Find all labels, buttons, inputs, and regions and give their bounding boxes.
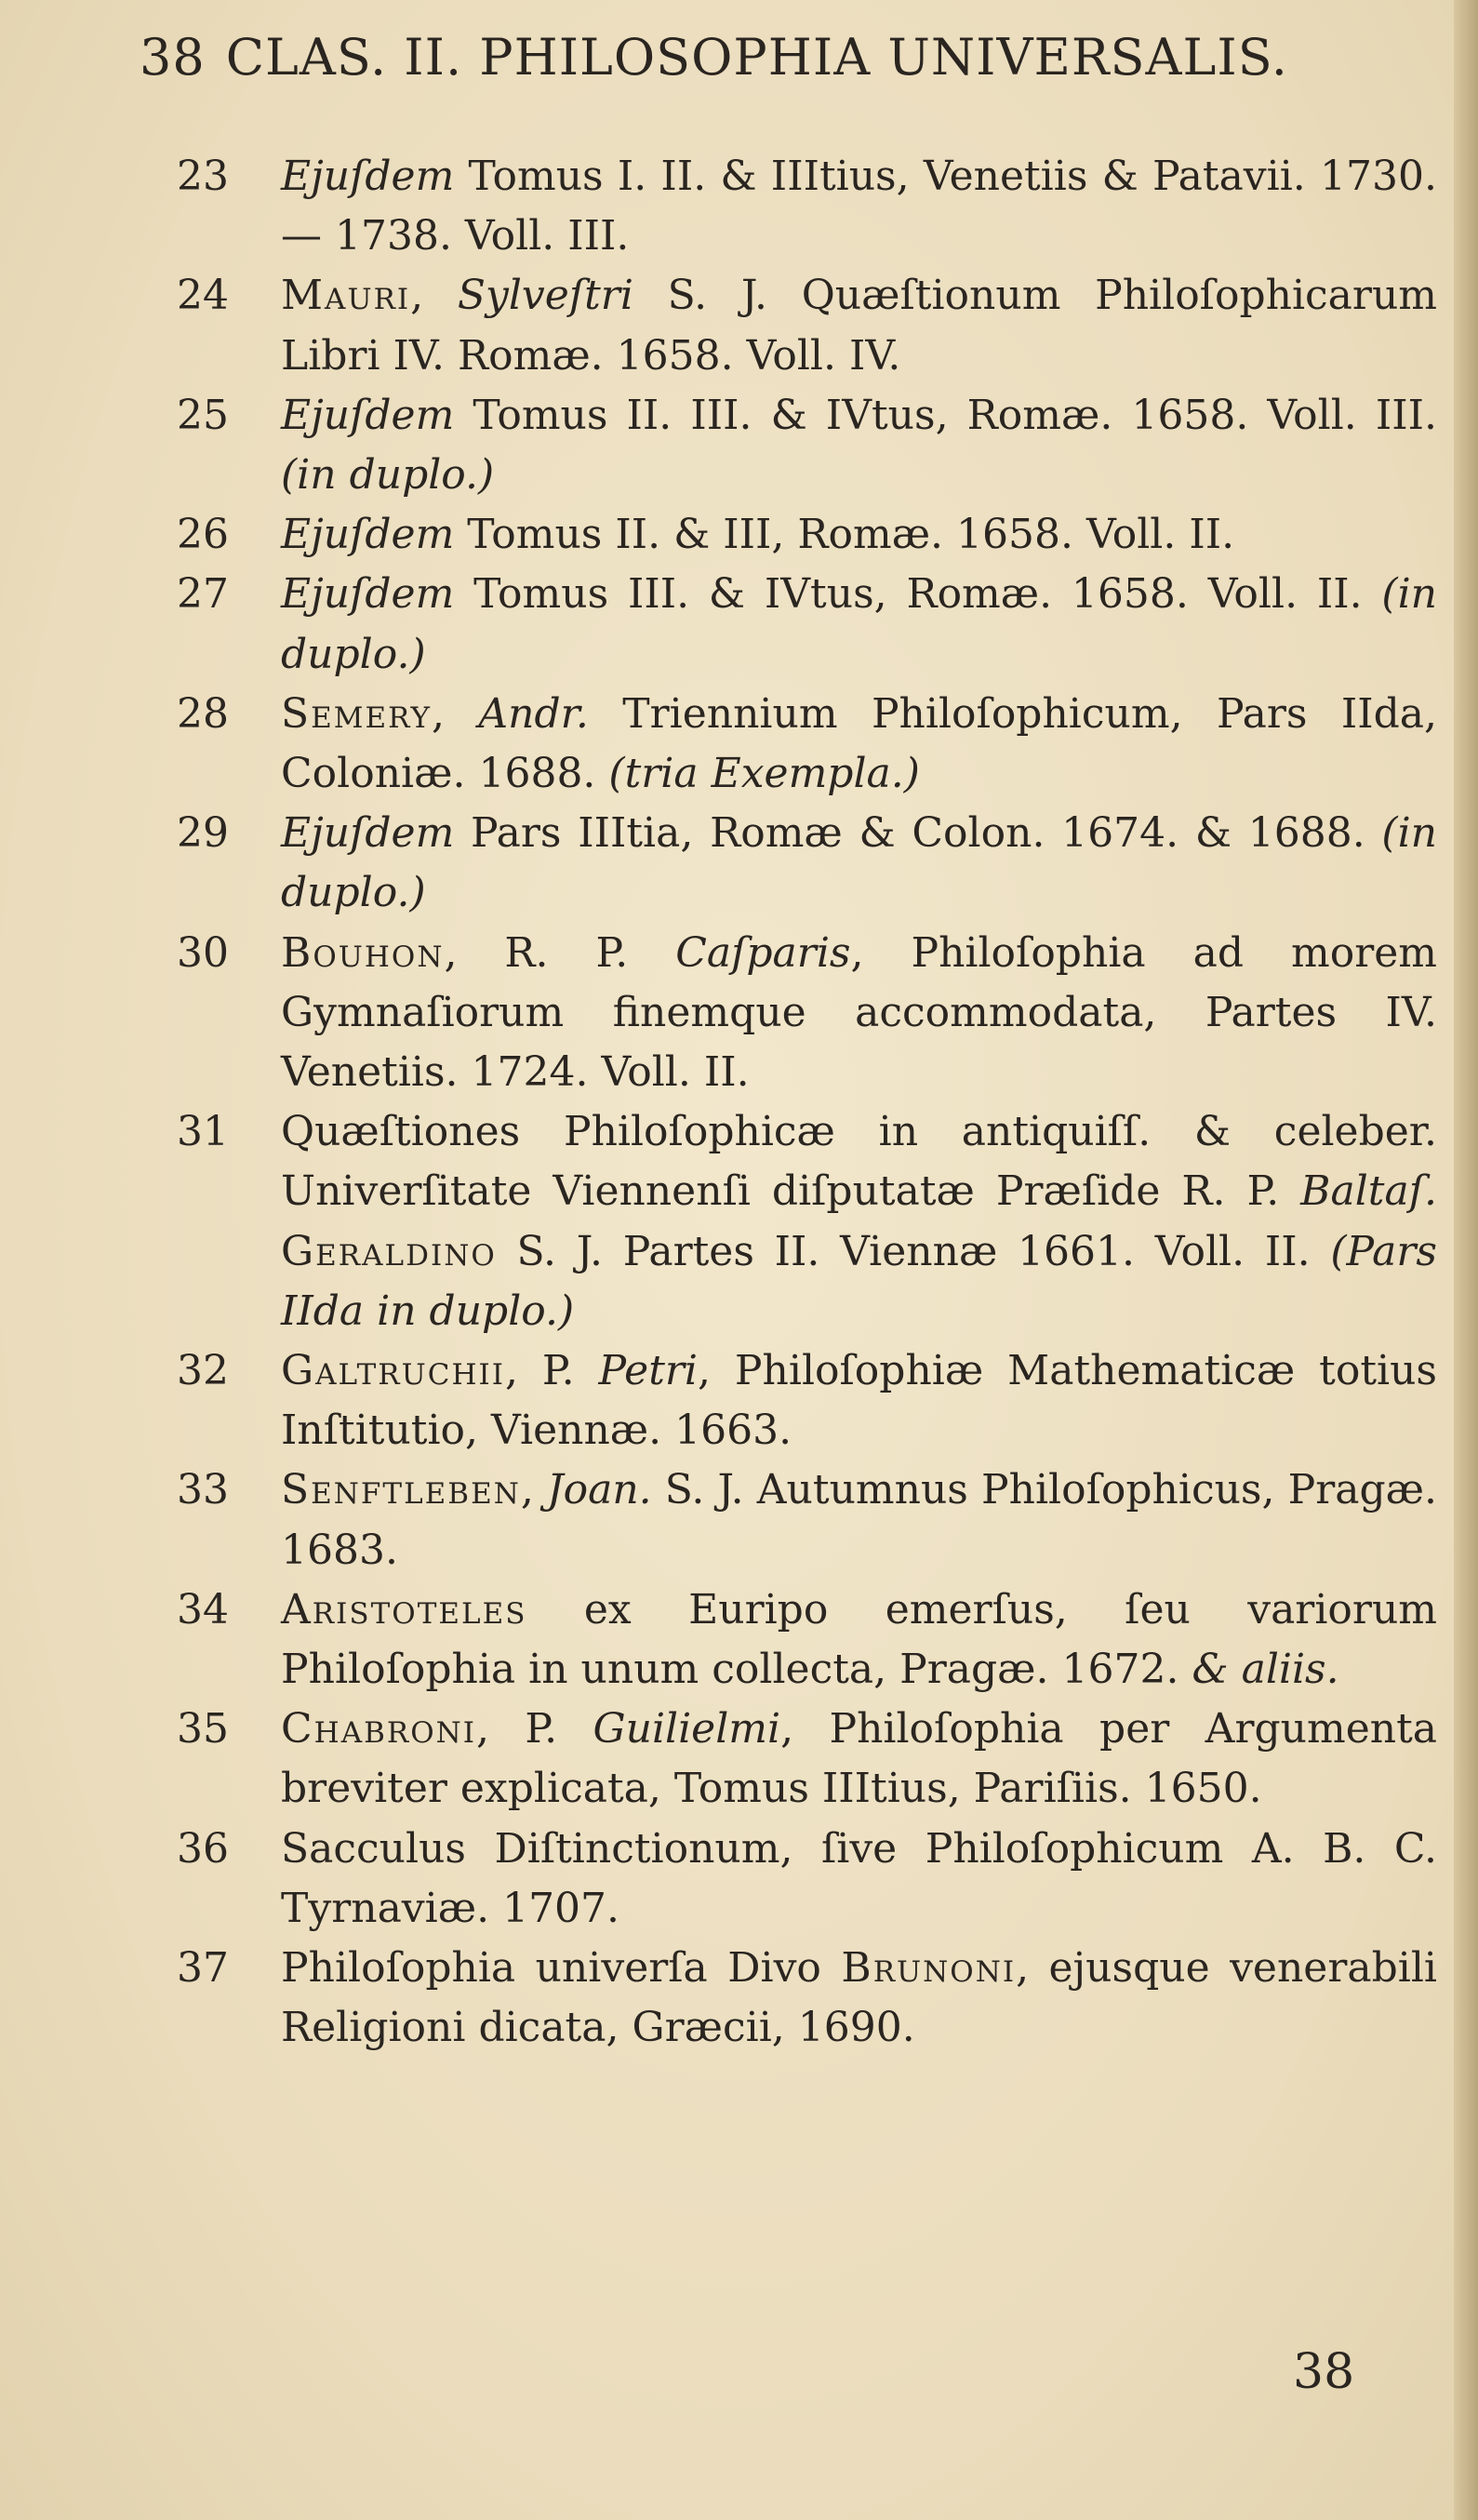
italic-text: (in duplo.) — [281, 451, 495, 500]
entry-number: 36 — [177, 1824, 229, 1873]
text-run: Tomus II. & III, Romæ. 1658. Voll. II. — [454, 511, 1235, 559]
text-run: , P. — [476, 1705, 593, 1753]
text-run: S. J. Quæſtionum Philoſophicarum Libri IV. Romæ. 1658. Voll. IV. — [281, 272, 1437, 380]
text-run: , Philoſophiæ Mathematicæ totius Inſtitutio, Viennæ. 1663. — [281, 1347, 1437, 1455]
entry-text — [281, 505, 1437, 565]
entry-number: 32 — [177, 1347, 229, 1395]
author-name: Semery — [281, 689, 432, 738]
entry-text — [281, 1102, 1437, 1341]
catalog-entries — [177, 147, 1437, 2059]
entry-number: 24 — [177, 272, 229, 320]
catalog-entry — [177, 386, 1437, 505]
text-run: , — [410, 272, 458, 320]
italic-text: Ejuſdem — [281, 570, 455, 619]
text-run: , Philoſophia ad morem Gymnaſiorum finemque accommodata, Partes IV. Venetiis. 1724. Voll. II. — [281, 928, 1437, 1097]
text-run: Triennium Philoſophicum, Pars IIda, Coloniæ. 1688. — [281, 689, 1437, 798]
catchword: 38 — [1293, 2344, 1355, 2400]
text-run: , ejusque venerabili Religioni dicata, Græcii, 1690. — [281, 1944, 1437, 2052]
entry-text — [281, 804, 1437, 923]
entry-number: 25 — [177, 391, 229, 439]
catalog-entry — [177, 266, 1437, 385]
text-run: Tomus I. II. & IIItius, Venetiis & Patavii. 1730. — 1738. Voll. III. — [281, 153, 1437, 260]
author-name: Mauri — [281, 272, 411, 320]
catalog-entry — [177, 804, 1437, 923]
text-run: , Philoſophia per Argumenta breviter explicata, Tomus IIItius, Pariſiis. 1650. — [281, 1705, 1437, 1813]
text-run: Philoſophia univerſa Divo — [281, 1944, 842, 1993]
entry-number: 35 — [177, 1705, 229, 1753]
italic-text: Joan. — [546, 1466, 652, 1514]
author-name: Galtruchii — [281, 1347, 505, 1395]
entry-text — [281, 386, 1437, 505]
text-run: Tomus III. & IVtus, Romæ. 1658. Voll. II. — [454, 570, 1382, 619]
text-run: S. J. Autumnus Philoſophicus, Pragæ. 1683. — [281, 1466, 1437, 1574]
catalog-entry — [177, 565, 1437, 684]
entry-number: 33 — [177, 1466, 229, 1514]
text-run: Sacculus Diſtinctionum, ſive Philoſophicum A. B. C. Tyrnaviæ. 1707. — [281, 1824, 1437, 1932]
entry-text — [281, 1820, 1437, 1939]
catalog-entry — [177, 1580, 1437, 1700]
entry-text — [281, 1460, 1437, 1580]
entry-text — [281, 147, 1437, 266]
text-run: , — [520, 1466, 547, 1514]
text-run: Quæſtiones Philoſophicæ in antiquiſſ. & celeber. Univerſitate Viennenſi diſputatæ Præſide R. P. — [281, 1108, 1437, 1216]
entry-number: 28 — [177, 689, 229, 738]
running-header — [140, 28, 1349, 87]
author-name: Senftleben — [281, 1466, 521, 1514]
entry-number: 37 — [177, 1944, 229, 1993]
entry-text — [281, 1939, 1437, 2058]
text-run: , — [432, 689, 479, 738]
italic-text: Ejuſdem — [281, 391, 455, 439]
italic-text: (in duplo.) — [281, 570, 1437, 678]
italic-text: & aliis. — [1192, 1646, 1339, 1694]
italic-text: Caſparis — [675, 928, 851, 977]
text-run: , P. — [504, 1347, 599, 1395]
italic-text: Guilielmi — [593, 1705, 781, 1753]
catalog-entry — [177, 147, 1437, 266]
author-name: Chabroni — [281, 1705, 476, 1753]
italic-text: Sylveſtri — [457, 272, 633, 320]
italic-text: (tria Exempla.) — [608, 750, 920, 798]
entry-number: 23 — [177, 153, 229, 200]
entry-number: 34 — [177, 1585, 229, 1633]
catalog-entry — [177, 1939, 1437, 2058]
italic-text: Petri — [598, 1347, 698, 1395]
italic-text: Ejuſdem — [281, 809, 455, 858]
italic-text: (in duplo.) — [281, 809, 1437, 917]
catalog-entry — [177, 1102, 1437, 1341]
italic-text: Andr. — [478, 689, 589, 738]
entry-text — [281, 1341, 1437, 1460]
entry-text — [281, 924, 1437, 1103]
catalog-entry — [177, 505, 1437, 565]
entry-text — [281, 685, 1437, 804]
text-run: Tomus II. III. & IVtus, Romæ. 1658. Voll. III. — [454, 391, 1437, 439]
italic-text: Ejuſdem — [281, 511, 455, 559]
text-run: ex Euripo emerſus, ſeu variorum Philoſophia in unum collecta, Pragæ. 1672. — [281, 1585, 1437, 1694]
entry-text — [281, 1700, 1437, 1819]
entry-text — [281, 266, 1437, 385]
author-name: Brunoni — [841, 1944, 1017, 1993]
author-name: Bouhon — [281, 928, 445, 977]
italic-text: (Pars IIda in duplo.) — [281, 1227, 1437, 1335]
catalog-entry — [177, 1341, 1437, 1460]
entry-number: 30 — [177, 928, 229, 977]
page-edge-shadow — [1454, 0, 1478, 2520]
text-run: , R. P. — [444, 928, 676, 977]
text-run: Pars IIItia, Romæ & Colon. 1674. & 1688. — [454, 809, 1382, 858]
section-title: CLAS. II. PHILOSOPHIA UNIVERSALIS. — [225, 28, 1288, 87]
text-run: S. J. Partes II. Viennæ 1661. Voll. II. — [496, 1227, 1331, 1275]
author-name: Aristoteles — [281, 1585, 527, 1633]
catalog-entry — [177, 685, 1437, 804]
entry-text — [281, 565, 1437, 684]
entry-text — [281, 1580, 1437, 1700]
page-number: 38 — [140, 28, 206, 87]
entry-number: 29 — [177, 809, 229, 858]
catalog-entry — [177, 1700, 1437, 1819]
entry-number: 26 — [177, 511, 229, 559]
catalog-entry — [177, 924, 1437, 1103]
italic-text: Ejuſdem — [281, 153, 455, 200]
entry-number: 31 — [177, 1108, 229, 1156]
italic-text: Baltaſ. — [1300, 1167, 1437, 1216]
catalog-entry — [177, 1460, 1437, 1580]
catalog-entry — [177, 1820, 1437, 1939]
author-name: Geraldino — [281, 1227, 497, 1275]
entry-number: 27 — [177, 570, 229, 619]
